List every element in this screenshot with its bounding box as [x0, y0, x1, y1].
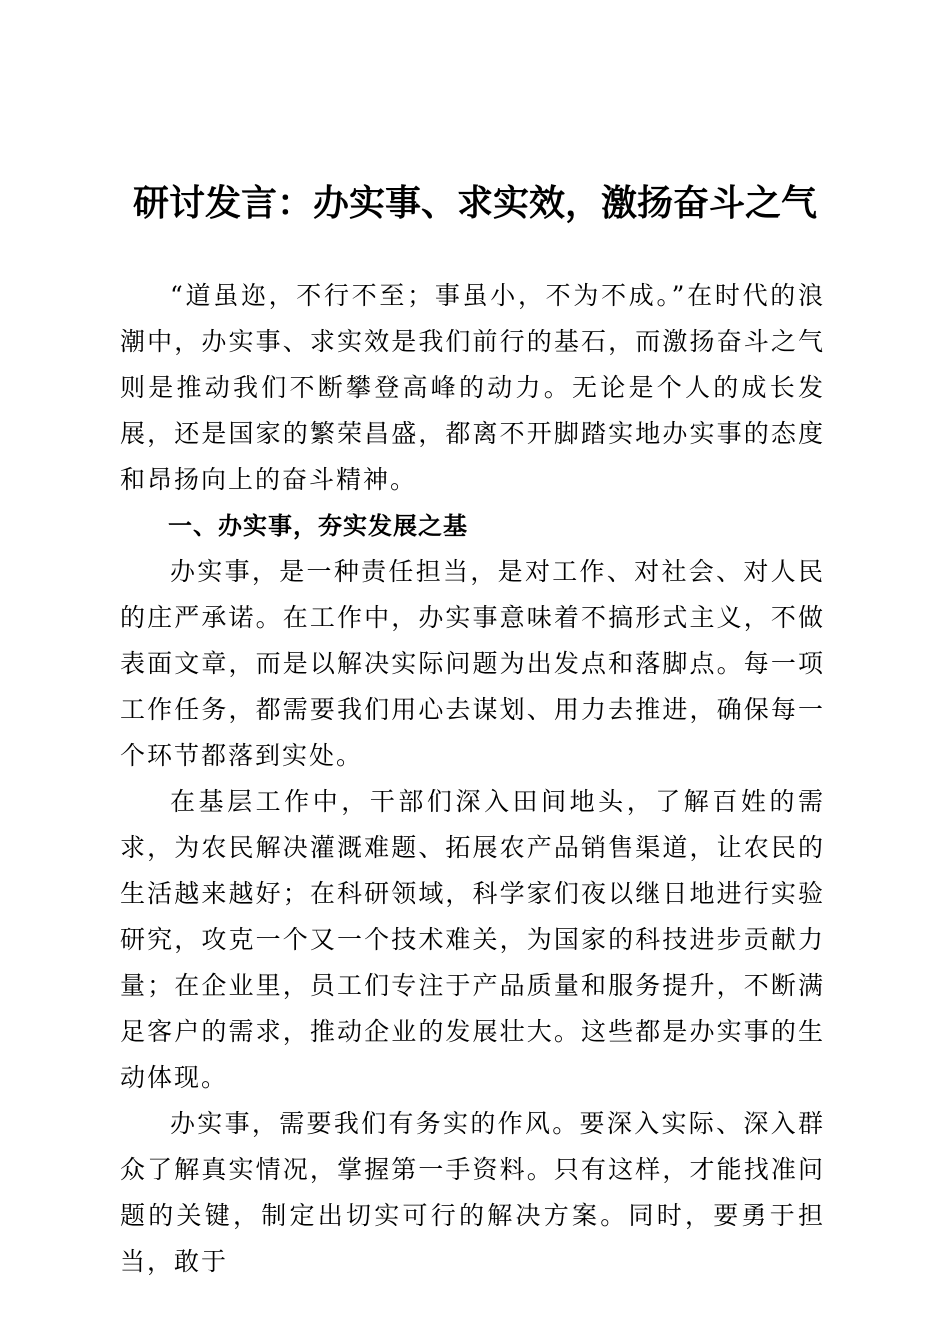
- document-body: [120, 273, 825, 1285]
- body-paragraph: 办实事，是一种责任担当，是对工作、对社会、对人民的庄严承诺。在工作中，办实事意味着不搞形式主义，不做表面文章，而是以解决实际问题为出发点和落脚点。每一项工作任务，都需要我们用心去谋划、用力去推进，确保每一个环节都落到实处。: [120, 557, 825, 770]
- body-paragraph: 办实事，需要我们有务实的作风。要深入实际、深入群众了解真实情况，掌握第一手资料。只有这样，才能找准问题的关键，制定出切实可行的解决方案。同时，要勇于担当，敢于: [120, 1109, 825, 1276]
- section-heading: 一、办实事，夯实发展之基: [168, 512, 468, 540]
- body-paragraph: 在基层工作中，干部们深入田间地头，了解百姓的需求，为农民解决灌溉难题、拓展农产品销售渠道，让农民的生活越来越好；在科研领域，科学家们夜以继日地进行实验研究，攻克一个又一个技术难关，为国家的科技进步贡献力量；在企业里，员工们专注于产品质量和服务提升，不断满足客户的需求，推动企业的发展壮大。这些都是办实事的生动体现。: [120, 787, 825, 1092]
- document-title: 研讨发言：办实事、求实效，激扬奋斗之气: [132, 182, 817, 224]
- intro-paragraph: “道虽迩，不行不至；事虽小，不为不成。”在时代的浪潮中，办实事、求实效是我们前行的基石，而激扬奋斗之气则是推动我们不断攀登高峰的动力。无论是个人的成长发展，还是国家的繁荣昌盛，都离不开脚踏实地办实事的态度和昂扬向上的奋斗精神。: [120, 281, 825, 494]
